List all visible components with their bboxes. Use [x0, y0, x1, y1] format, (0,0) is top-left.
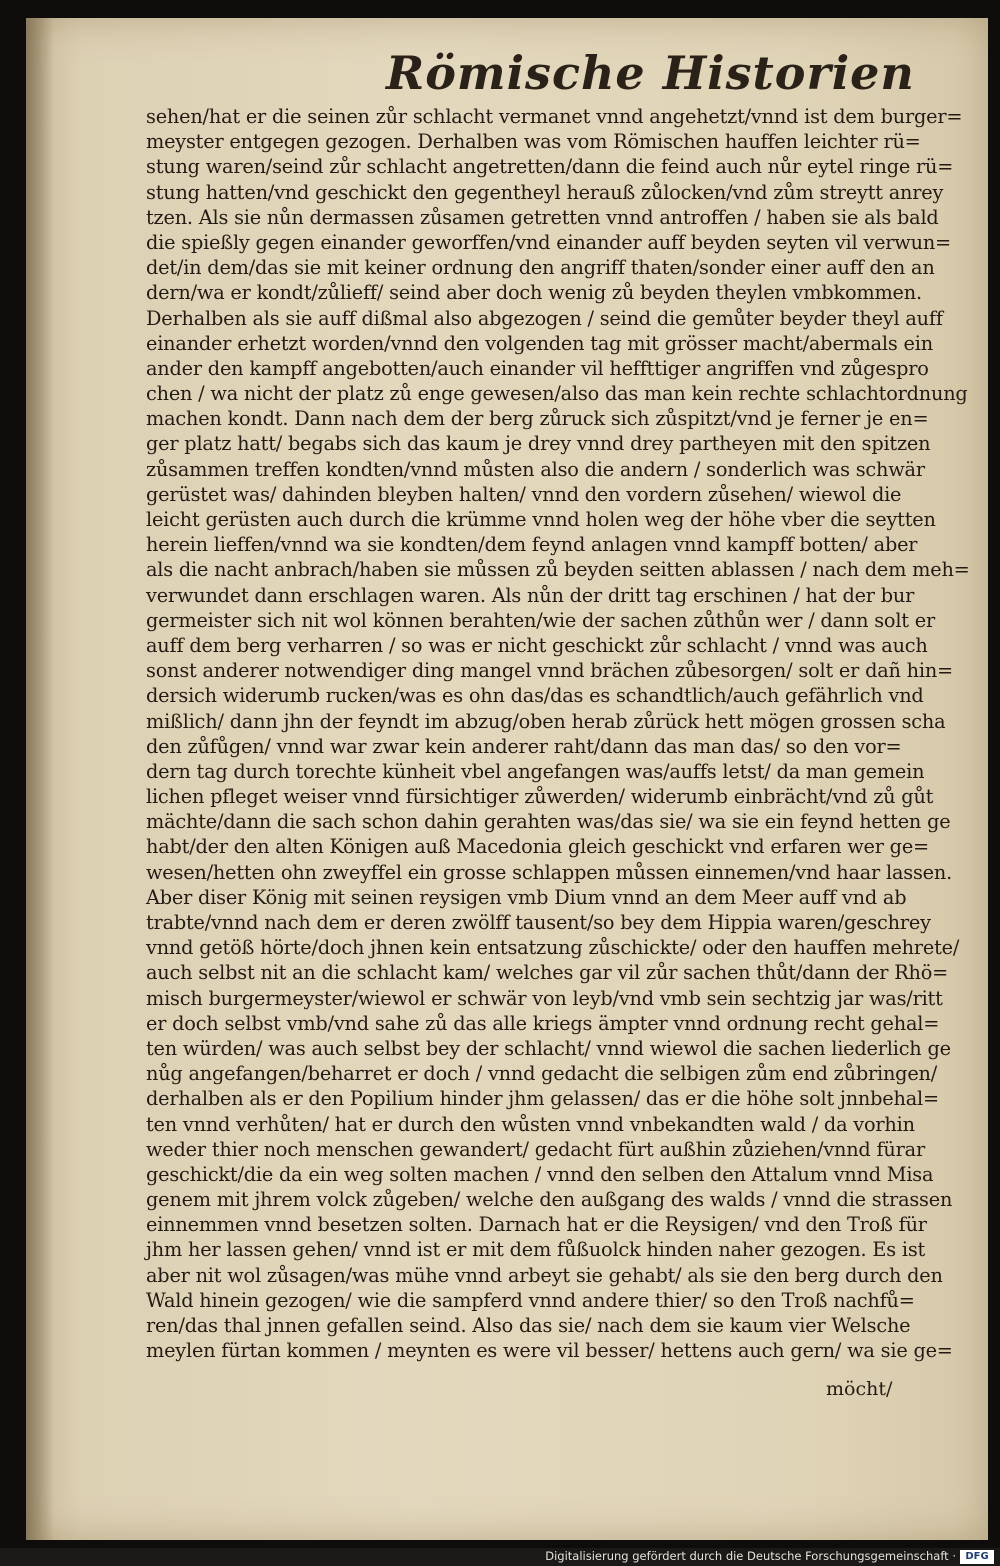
text-line: tzen. Als sie nůn dermassen zůsamen getretten vnnd antroffen / haben sie als bald — [146, 205, 939, 229]
text-line: leicht gerüsten auch durch die krümme vnnd holen weg der höhe vber die seytten — [146, 508, 936, 531]
body-text — [146, 104, 970, 1363]
text-line: germeister sich nit wol können berahten/wie der sachen zůthůn wer / dann solt er — [146, 608, 935, 632]
text-line: zůsammen treffen kondten/vnnd můsten also die andern / sonderlich was schwär — [146, 457, 925, 481]
text-line: meylen fürtan kommen / meynten es were vil besser/ hettens auch gern/ wa sie ge= — [146, 1339, 953, 1363]
text-line: Wald hinein gezogen/ wie die sampferd vnnd andere thier/ so den Troß nachfů= — [146, 1288, 915, 1312]
funding-credit: Digitalisierung gefördert durch die Deutsche Forschungsgemeinschaft · — [545, 1549, 956, 1563]
text-line: auch selbst nit an die schlacht kam/ welches gar vil zůr sachen thůt/dann der Rhö= — [146, 961, 949, 985]
text-line: misch burgermeyster/wiewol er schwär von leyb/vnd vmb sein sechtzig jar was/ritt — [146, 986, 943, 1010]
text-line: ten würden/ was auch selbst bey der schlacht/ vnnd wiewol die sachen liederlich ge — [146, 1036, 951, 1060]
text-line: stung waren/seind zůr schlacht angetretten/dann die feind auch nůr eytel ringe rü= — [146, 155, 954, 179]
book-page — [26, 18, 988, 1540]
text-line: nůg angefangen/beharret er doch / vnnd gedacht die selbigen zům end zůbringen/ — [146, 1062, 938, 1086]
text-line: derhalben als er den Popilium hinder jhm gelassen/ das er die höhe solt jnnbehal= — [146, 1087, 939, 1111]
text-line: lichen pfleget weiser vnnd fürsichtiger zůwerden/ widerumb einbrächt/vnd zů gůt — [146, 785, 934, 809]
text-line: weder thier noch menschen gewandert/ gedacht fürt außhin zůziehen/vnnd fürar — [146, 1137, 925, 1161]
text-line: sehen/hat er die seinen zůr schlacht vermanet vnnd angehetzt/vnnd ist dem burger= — [146, 105, 963, 128]
text-line: wesen/hetten ohn zweyffel ein grosse schlappen můssen einnemen/vnd haar lassen. — [146, 860, 952, 884]
text-line: aber nit wol zůsagen/was mühe vnnd arbeyt sie gehabt/ als sie den berg durch den — [146, 1263, 943, 1287]
page-gutter — [26, 18, 54, 1540]
text-line: auff dem berg verharren / so was er nicht geschickt zůr schlacht / vnnd was auch — [146, 633, 928, 657]
text-line: jhm her lassen gehen/ vnnd ist er mit dem fůßuolck hinden naher gezogen. Es ist — [146, 1238, 926, 1262]
dfg-logo: DFG — [960, 1550, 994, 1564]
text-line: genem mit jhrem volck zůgeben/ welche den außgang des walds / vnnd die strassen — [146, 1188, 953, 1212]
text-line: mächte/dann die sach schon dahin gerahten was/das sie/ wa sie ein feynd hetten ge — [146, 810, 951, 834]
text-line: einander erhetzt worden/vnnd den volgenden tag mit grösser macht/abermals ein — [146, 331, 933, 355]
text-line: ander den kampff angebotten/auch einander vil heffttiger angriffen vnd zůgespro — [146, 356, 929, 380]
text-line: gerüstet was/ dahinden bleyben halten/ vnnd den vordern zůsehen/ wiewol die — [146, 482, 902, 506]
text-line: ten vnnd verhůten/ hat er durch den wůsten vnnd vnbekandten wald / da vorhin — [146, 1112, 915, 1136]
text-line: den zůfůgen/ vnnd war zwar kein anderer raht/dann das man das/ so den vor= — [146, 734, 902, 758]
text-line: die spießly gegen einander geworffen/vnd einander auff beyden seyten vil verwun= — [146, 230, 951, 254]
text-line: meyster entgegen gezogen. Derhalben was vom Römischen hauffen leichter rü= — [146, 130, 921, 154]
text-line: vnnd getöß hörte/doch jhnen kein entsatzung zůschickte/ oder den hauffen mehrete/ — [146, 936, 960, 960]
text-line: machen kondt. Dann nach dem der berg zůruck sich zůspitzt/vnd je ferner je en= — [146, 407, 929, 431]
text-line: herein lieffen/vnnd wa sie kondten/dem feynd anlagen vnnd kampff botten/ aber — [146, 533, 918, 557]
text-line: habt/der den alten Königen auß Macedonia gleich geschickt vnd erfaren wer ge= — [146, 835, 929, 859]
text-line: sonst anderer notwendiger ding mangel vnnd brächen zůbesorgen/ solt er dañ hin= — [146, 659, 954, 683]
text-line: ger platz hatt/ begabs sich das kaum je drey vnnd drey partheyen mit den spitzen — [146, 432, 931, 456]
text-line: als die nacht anbrach/haben sie můssen zů beyden seitten ablassen / nach dem meh= — [146, 558, 970, 582]
text-line: chen / wa nicht der platz zů enge gewesen/also das man kein rechte schlachtordnung — [146, 382, 968, 406]
running-head: Römische Historien — [386, 46, 915, 100]
text-line: stung hatten/vnd geschickt den gegentheyl herauß zůlocken/vnd zům streytt anrey — [146, 180, 944, 204]
text-line: det/in dem/das sie mit keiner ordnung den angriff thaten/sonder einer auff den an — [146, 256, 935, 280]
text-line: dern tag durch torechte künheit vbel angefangen was/auffs letst/ da man gemein — [146, 759, 925, 783]
text-line: er doch selbst vmb/vnd sahe zů das alle kriegs ämpter vnnd ordnung recht gehal= — [146, 1011, 940, 1035]
text-line: Derhalben als sie auff dißmal also abgezogen / seind die gemůter beyder theyl auff — [146, 306, 943, 330]
text-line: Aber diser König mit seinen reysigen vmb Dium vnnd an dem Meer auff vnd ab — [146, 885, 907, 909]
catchword: möcht/ — [826, 1378, 893, 1400]
text-line: trabte/vnnd nach dem er deren zwölff tausent/so bey dem Hippia waren/geschrey — [146, 911, 931, 934]
text-line: dersich widerumb rucken/was es ohn das/das es schandtlich/auch gefährlich vnd — [146, 684, 924, 708]
text-line: ren/das thal jnnen gefallen seind. Also das sie/ nach dem sie kaum vier Welsche — [146, 1314, 911, 1337]
text-line: mißlich/ dann jhn der feyndt im abzug/oben herab zůrück hett mögen grossen scha — [146, 709, 946, 733]
text-line: geschickt/die da ein weg solten machen / vnnd den selben den Attalum vnnd Misa — [146, 1162, 934, 1186]
text-line: dern/wa er kondt/zůlieff/ seind aber doch wenig zů beyden theylen vmbkommen. — [146, 281, 922, 305]
text-line: verwundet dann erschlagen waren. Als nůn der dritt tag erschinen / hat der bur — [146, 583, 915, 607]
text-line: einnemmen vnnd besetzen solten. Darnach hat er die Reysigen/ vnd den Troß für — [146, 1213, 927, 1237]
